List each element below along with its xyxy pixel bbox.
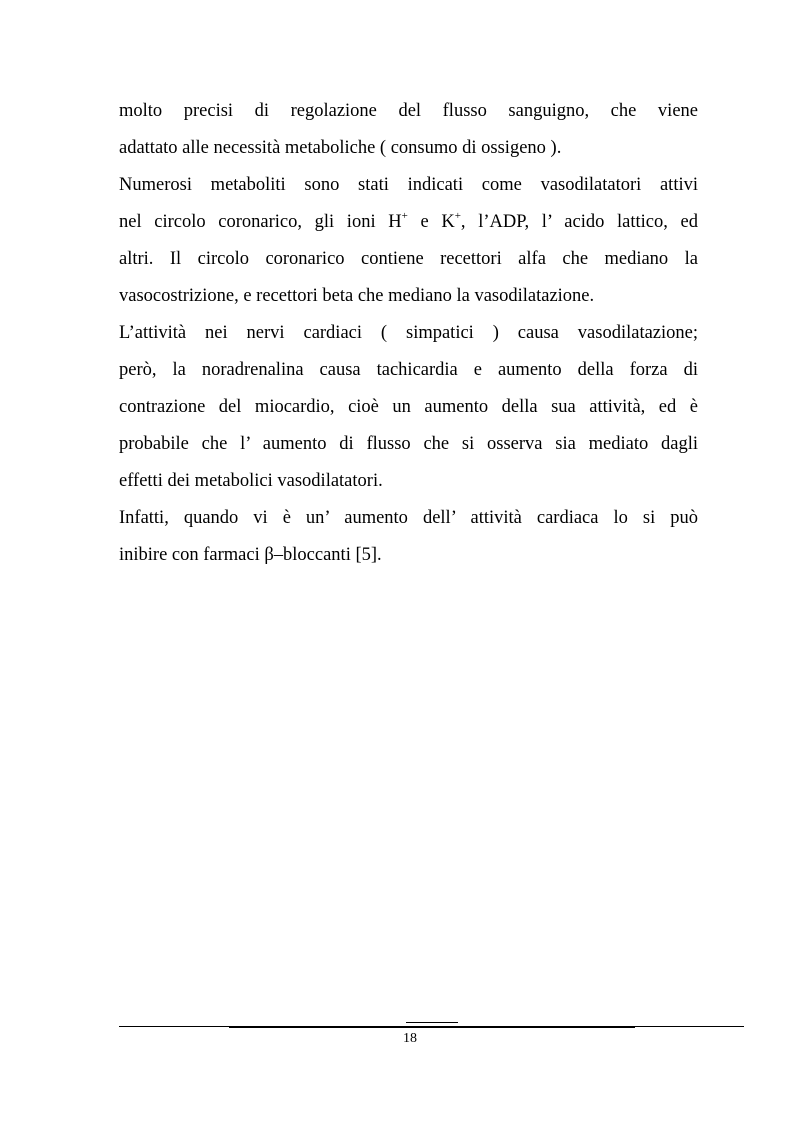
text-line: L’attività nei nervi cardiaci ( simpatici ) causa vasodilatazione;	[119, 323, 698, 343]
text-line: Numerosi metaboliti sono stati indicati come vasodilatatori attivi	[119, 175, 698, 195]
text-line: Infatti, quando vi è un’ aumento dell’ attività cardiaca lo si può	[119, 508, 698, 528]
text-line: però, la noradrenalina causa tachicardia e aumento della forza di	[119, 360, 698, 380]
text-line: inibire con farmaci β–bloccanti [5].	[119, 545, 382, 565]
superscript-plus: +	[401, 209, 408, 222]
text-line-with-superscripts	[119, 204, 698, 241]
text-line: altri. Il circolo coronarico contiene recettori alfa che mediano la	[119, 249, 698, 269]
superscript-plus: +	[454, 209, 461, 222]
text-line: adattato alle necessità metaboliche ( consumo di ossigeno ).	[119, 138, 562, 158]
footer-divider-thick	[229, 1026, 635, 1028]
text-line: molto precisi di regolazione del flusso sanguigno, che viene	[119, 101, 698, 121]
page-number: 18	[403, 1031, 417, 1046]
text-fragment: , l’ADP, l’ acido lattico, ed	[460, 212, 698, 232]
text-fragment: nel circolo coronarico, gli ioni H	[119, 212, 402, 232]
text-line: vasocostrizione, e recettori beta che mediano la vasodilatazione.	[119, 286, 595, 306]
text-line: effetti dei metabolici vasodilatatori.	[119, 471, 383, 491]
text-line: probabile che l’ aumento di flusso che si osserva sia mediato dagli	[119, 434, 698, 454]
text-line: contrazione del miocardio, cioè un aumento della sua attività, ed è	[119, 397, 698, 417]
footer-divider-short	[406, 1022, 458, 1023]
text-fragment: e K	[407, 212, 455, 232]
page-body	[119, 93, 698, 574]
